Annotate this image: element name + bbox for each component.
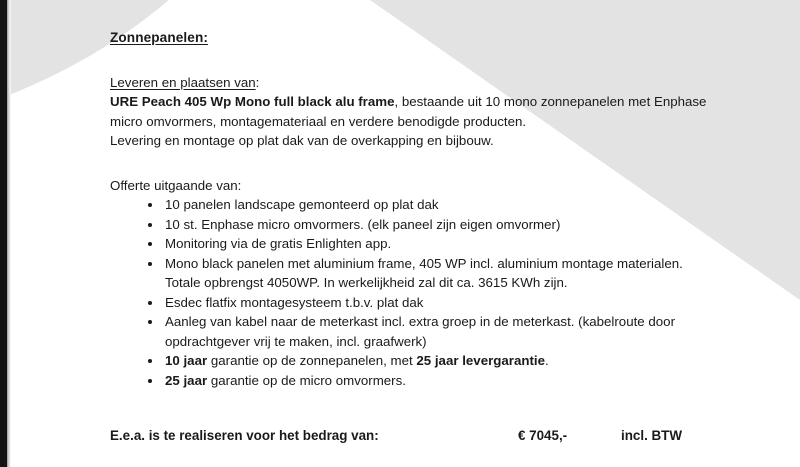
total-vat-note: incl. BTW (621, 428, 682, 443)
product-line-rest: , bestaande uit 10 mono zonnepanelen met Enphase (394, 94, 707, 109)
list-item-text (165, 351, 770, 371)
list-item-text: Aanleg van kabel naar de meterkast incl. extra groep in de meterkast. (kabelroute door (165, 314, 675, 329)
list-item (110, 351, 770, 371)
product-name: URE Peach 405 Wp Mono full black alu frame (110, 94, 395, 109)
list-item (110, 215, 770, 235)
list-item-text (165, 371, 770, 391)
list-item-text: Esdec flatfix montagesysteem t.b.v. plat dak (165, 294, 424, 310)
list-item (110, 234, 770, 254)
list-item-text: 10 panelen landscape gemonteerd op plat dak (165, 197, 439, 212)
lead-title-text: Leveren en plaatsen van (110, 74, 256, 90)
lead-block (110, 73, 770, 151)
product-line (110, 92, 770, 112)
lead-title-colon: : (255, 74, 260, 90)
list-item-text-continued: Totale opbrengst 4050WP. In werkelijkheid zal dit ca. 3615 KWh zijn. (165, 275, 568, 290)
list-item (110, 293, 770, 313)
list-item-text: Mono black panelen met aluminium frame, 405 WP incl. aluminium montage materialen. (165, 255, 683, 271)
offer-items-list (110, 195, 770, 390)
list-item (110, 312, 770, 351)
list-item (110, 254, 770, 293)
scan-edge-gradient (7, 0, 11, 467)
warranty-mid-text: garantie op de zonnepanelen, met (207, 353, 417, 368)
list-item-text: Monitoring via de gratis Enlighten app. (165, 236, 392, 251)
warranty-years-panels: 10 jaar (165, 353, 208, 368)
list-item-text-continued: opdrachtgever vrij te maken, incl. graafwerk) (165, 333, 427, 349)
warranty-inverters-text: garantie op de micro omvormers. (207, 372, 406, 388)
lead-line-2: micro omvormers, montagemateriaal en verdere benodigde producten. (110, 113, 527, 129)
warranty-tail: . (545, 353, 549, 368)
document-body (110, 28, 770, 446)
warranty-years-inverters: 25 jaar (165, 372, 208, 388)
section-heading-text: Zonnepanelen: (110, 30, 208, 45)
list-item (110, 195, 770, 215)
offer-intro: Offerte uitgaande van: (110, 177, 242, 193)
total-label: E.e.a. is te realiseren voor het bedrag van: (110, 428, 379, 443)
lead-line-3: Levering en montage op plat dak van de overkapping en bijbouw. (110, 133, 494, 148)
list-item-text: 10 st. Enphase micro omvormers. (elk paneel zijn eigen omvormer) (165, 216, 561, 232)
offer-block (110, 176, 770, 391)
total-section (110, 426, 770, 446)
scan-edge-band (0, 0, 7, 467)
total-amount: € 7045,- (518, 428, 568, 443)
section-heading (110, 28, 770, 48)
warranty-supply-guarantee: 25 jaar levergarantie (416, 353, 545, 368)
lead-title (110, 73, 770, 93)
total-row (110, 426, 770, 446)
list-item (110, 371, 770, 391)
